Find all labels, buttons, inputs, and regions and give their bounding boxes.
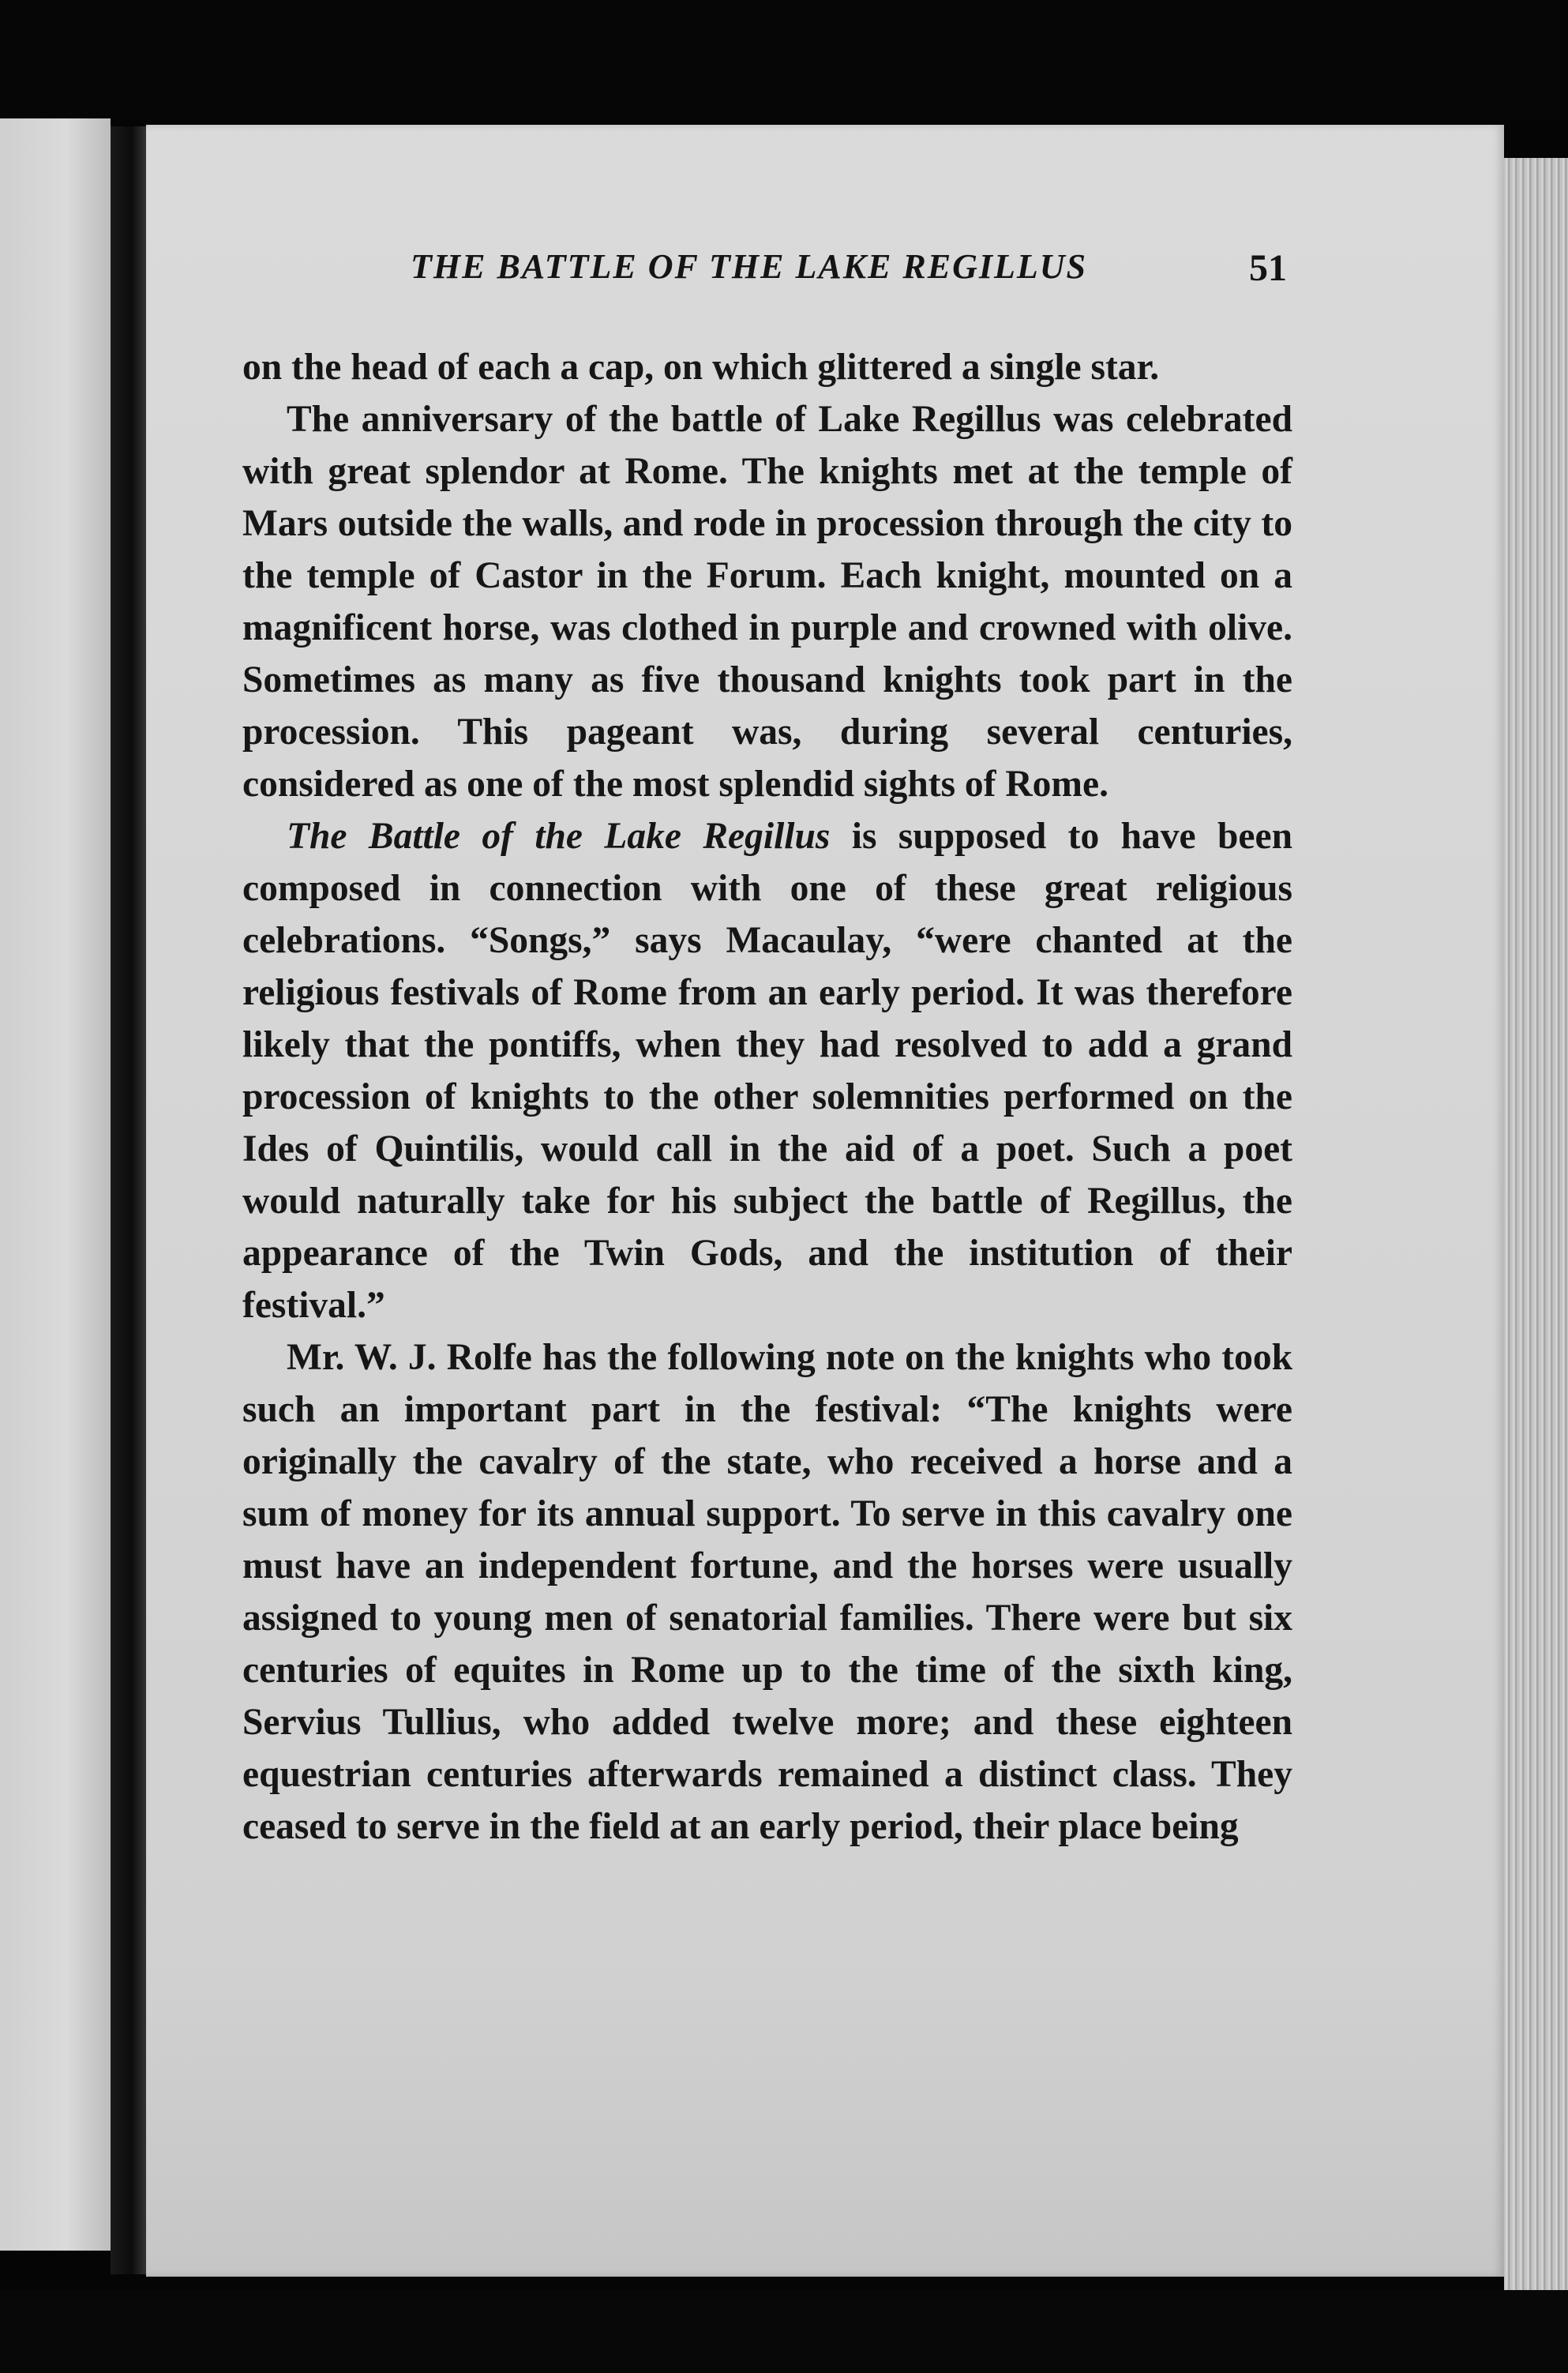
page-number: 51 xyxy=(1249,247,1287,289)
paragraph-4: Mr. W. J. Rolfe has the following note on the knights who took such an important part in the festival: “The knights were originally the cavalry of the state, who received a horse and a sum of money for its annual support. To serve in this cavalry one must have an independent fortune, and the horses were usually assigned to young men of senatorial families. There were but six centuries of equites in Rome up to the time of the sixth king, Servius Tullius, who added twelve more; and these eighteen equestrian centuries afterwards remained a distinct class. They ceased to serve in the field at an early period, their place being xyxy=(242,1337,1292,1847)
paragraph-3-text: is supposed to have been composed in connection with one of these great religious celebrations. “Songs,” says Macaulay, “were chanted at the religious festivals of Rome from an early period. It was therefore likely that the pontiffs, when they had resolved to add a grand procession of knights to the other solemnities performed on the Ides of Quintilis, would call in the aid of a poet. Such a poet would naturally take for his subject the battle of Regillus, the appearance of the Twin Gods, and the institution of their festival.” xyxy=(242,816,1292,1326)
page-stack-edge xyxy=(1504,158,1568,2290)
paragraph-2: The anniversary of the battle of Lake Regillus was celebrated with great splendor at Rome. The knights met at the temple of Mars outside the walls, and rode in procession through the city to the temple of Castor in the Forum. Each knight, mounted on a magnificent horse, was clothed in purple and crowned with olive. Sometimes as many as five thousand knights took part in the procession. This pageant was, during several centuries, considered as one of the most splendid sights of Rome. xyxy=(242,399,1292,805)
paragraph-3 xyxy=(242,810,1292,1331)
book-gutter xyxy=(111,126,148,2274)
running-title: THE BATTLE OF THE LAKE REGILLUS xyxy=(411,247,1087,286)
poem-title: The Battle of the Lake Regillus xyxy=(287,816,831,857)
scan-top-border xyxy=(0,0,1568,118)
facing-page-edge xyxy=(0,118,111,2251)
body-text xyxy=(242,341,1292,1853)
paragraph-1: on the head of each a cap, on which glittered a single star. xyxy=(242,347,1160,388)
scan-bottom-border xyxy=(0,2290,1568,2373)
running-head xyxy=(237,246,1287,294)
